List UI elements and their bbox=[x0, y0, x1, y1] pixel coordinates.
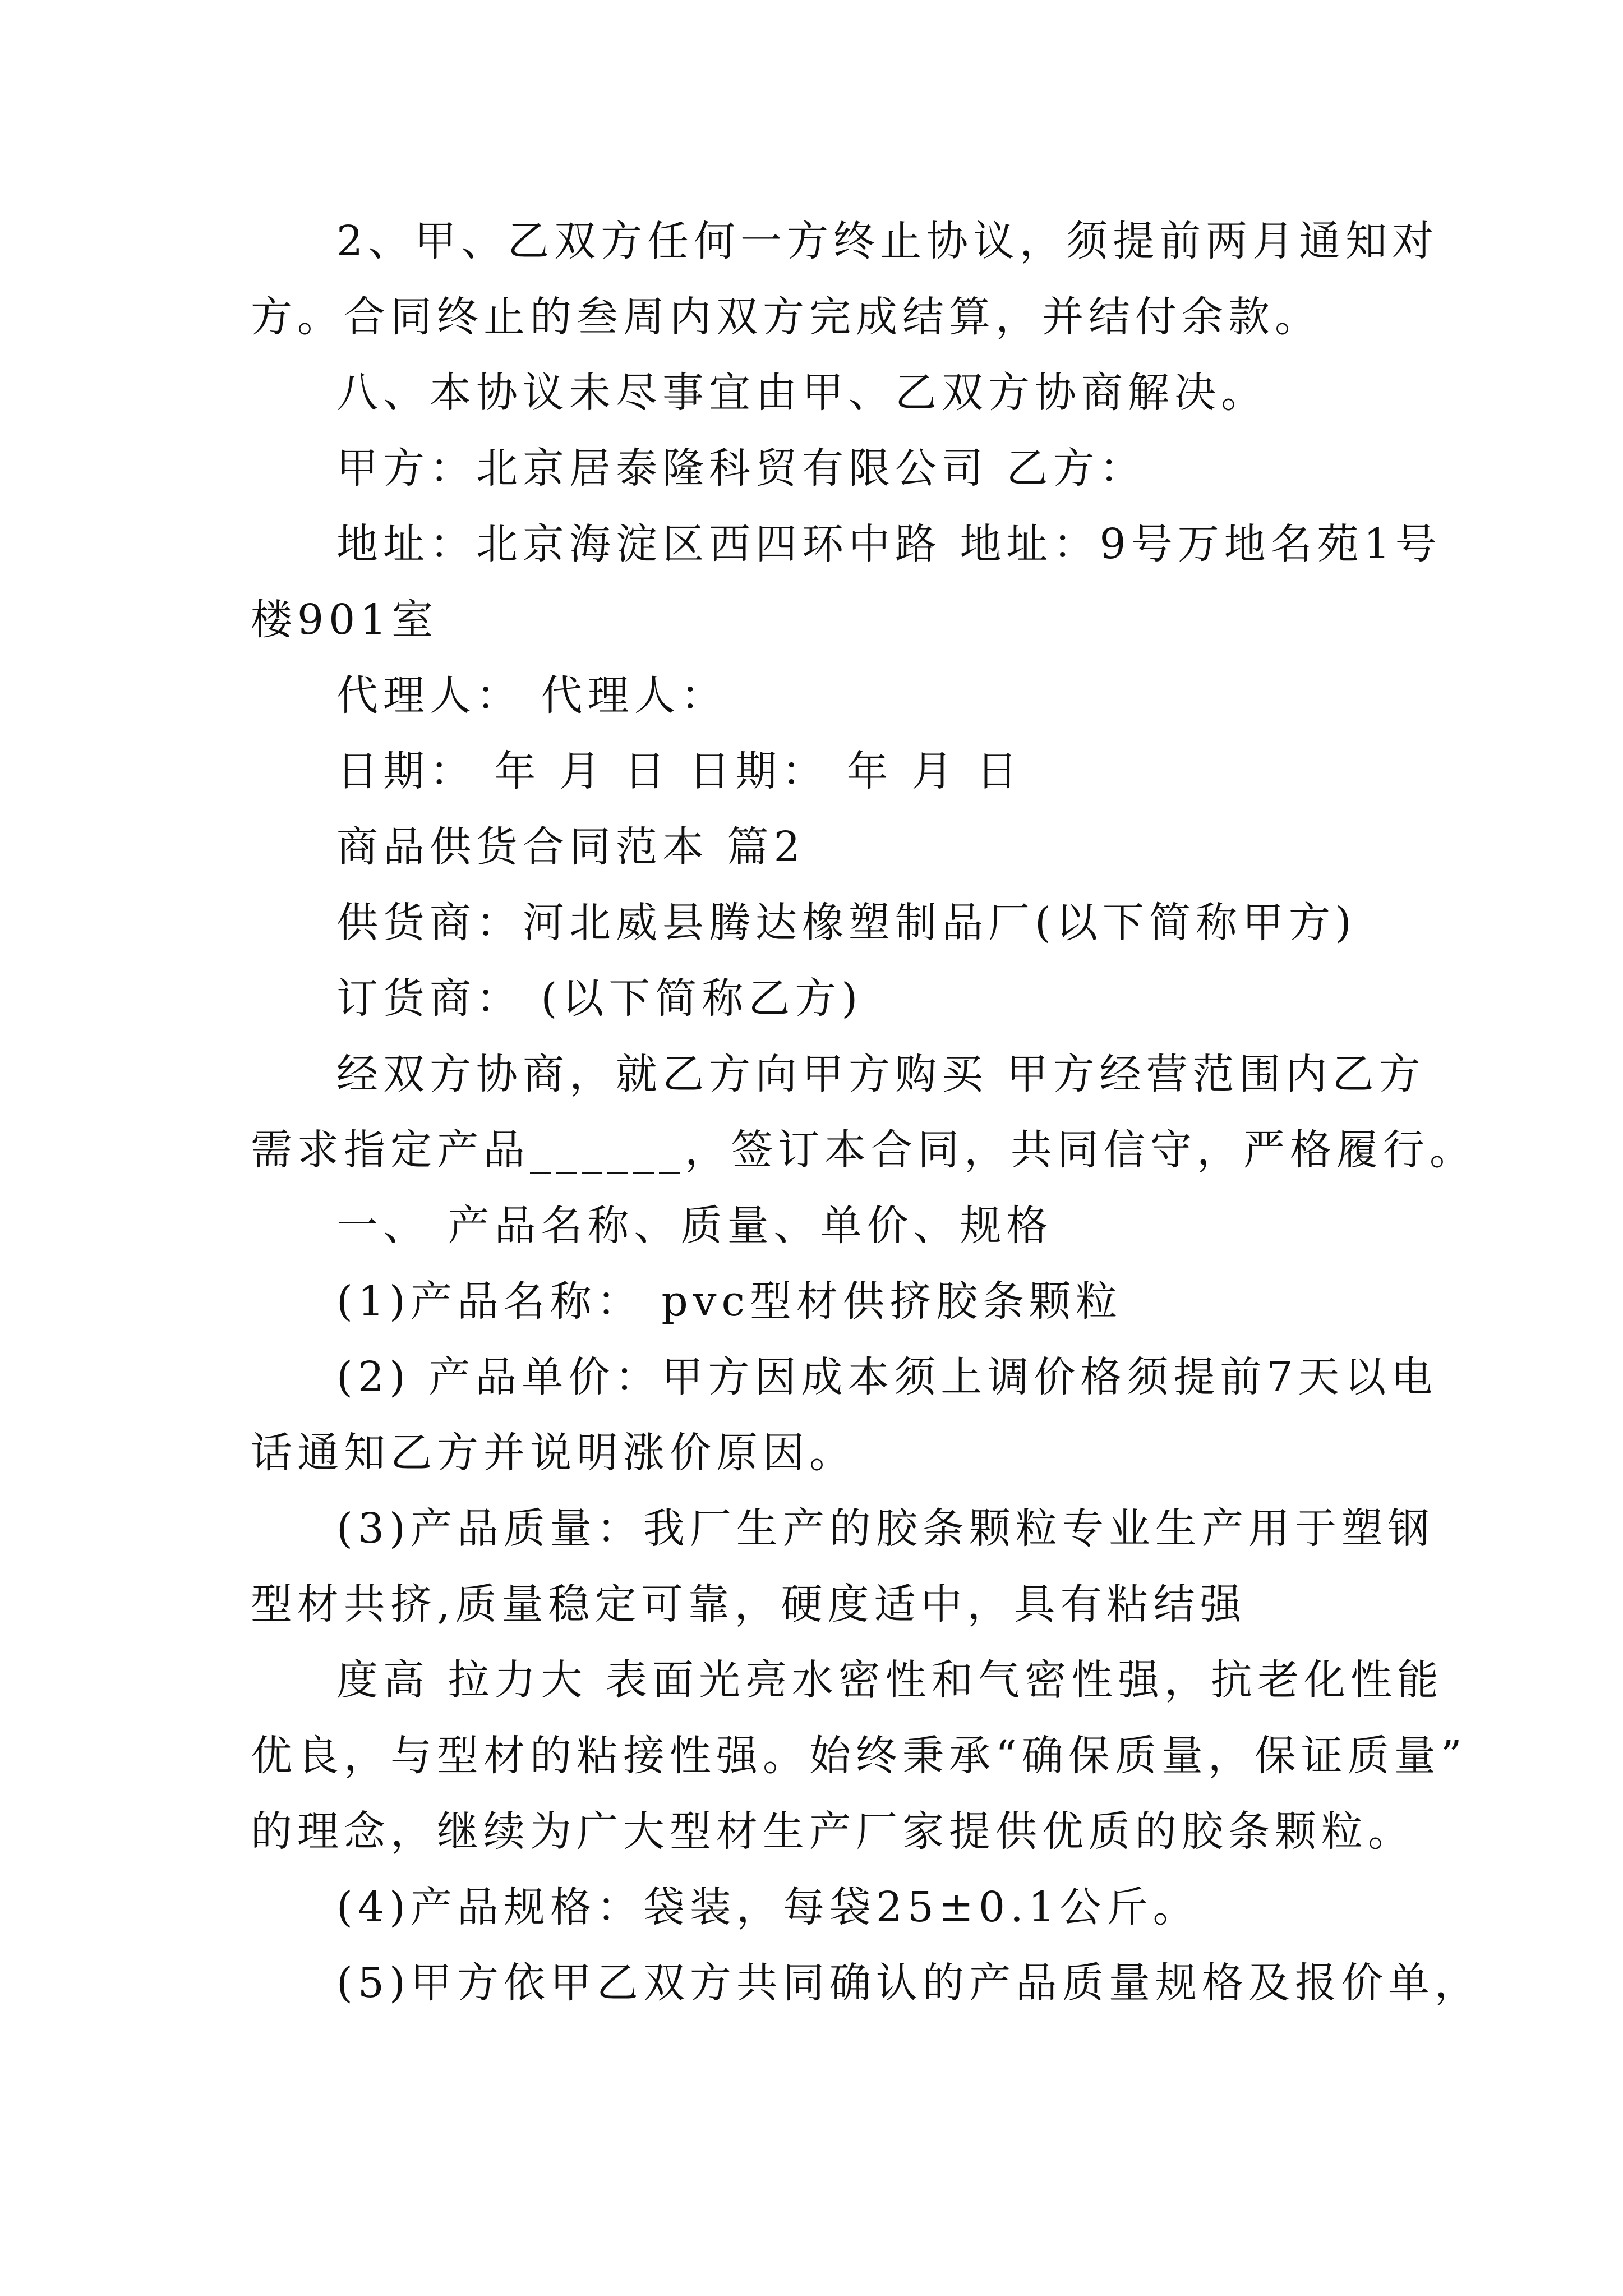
paragraph-line: 话通知乙方并说明涨价原因。 bbox=[251, 1429, 856, 1477]
paragraph-line: 代理人： 代理人： bbox=[336, 671, 727, 720]
section-heading: 商品供货合同范本 篇2 bbox=[336, 823, 805, 871]
paragraph-line: 订货商： (以下简称乙方) bbox=[336, 974, 863, 1023]
paragraph-line: 2、甲、乙双方任何一方终止协议，须提前两月通知对 bbox=[336, 217, 1439, 265]
paragraph-line: 优良，与型材的粘接性强。始终秉承“确保质量，保证质量” bbox=[251, 1732, 1467, 1780]
paragraph-line: 楼901室 bbox=[251, 596, 439, 644]
paragraph-line: (2) 产品单价：甲方因成本须上调价格须提前7天以电 bbox=[336, 1353, 1438, 1401]
paragraph-line: 经双方协商，就乙方向甲方购买 甲方经营范围内乙方 bbox=[336, 1050, 1426, 1098]
paragraph-line: 日期： 年 月 日 日期： 年 月 日 bbox=[336, 747, 1023, 795]
paragraph-line: 度高 拉力大 表面光亮水密性和气密性强，抗老化性能 bbox=[336, 1656, 1444, 1704]
paragraph-line: 供货商：河北威县腾达橡塑制品厂(以下简称甲方) bbox=[336, 899, 1357, 947]
paragraph-line: 八、本协议未尽事宜由甲、乙双方协商解决。 bbox=[336, 369, 1267, 417]
paragraph-line: (3)产品质量：我厂生产的胶条颗粒专业生产用于塑钢 bbox=[336, 1504, 1435, 1553]
paragraph-line: 甲方：北京居泰隆科贸有限公司 乙方： bbox=[336, 444, 1146, 493]
paragraph-line: 的理念，继续为广大型材生产厂家提供优质的胶条颗粒。 bbox=[251, 1807, 1414, 1856]
paragraph-line: (4)产品规格：袋装，每袋25±0.1公斤。 bbox=[336, 1883, 1200, 1931]
paragraph-line: 地址：北京海淀区西四环中路 地址：9号万地名苑1号 bbox=[336, 520, 1442, 568]
paragraph-line: 需求指定产品______，签订本合同，共同信守，严格履行。 bbox=[251, 1126, 1476, 1174]
paragraph-line: 型材共挤,质量稳定可靠，硬度适中，具有粘结强 bbox=[251, 1580, 1247, 1628]
paragraph-line: (1)产品名称： pvc型材供挤胶条颗粒 bbox=[336, 1277, 1122, 1326]
section-heading: 一、 产品名称、质量、单价、规格 bbox=[336, 1202, 1053, 1250]
paragraph-line: (5)甲方依甲乙双方共同确认的产品质量规格及报价单， bbox=[336, 1959, 1481, 2007]
paragraph-line: 方。合同终止的叁周内双方完成结算，并结付余款。 bbox=[251, 293, 1321, 341]
